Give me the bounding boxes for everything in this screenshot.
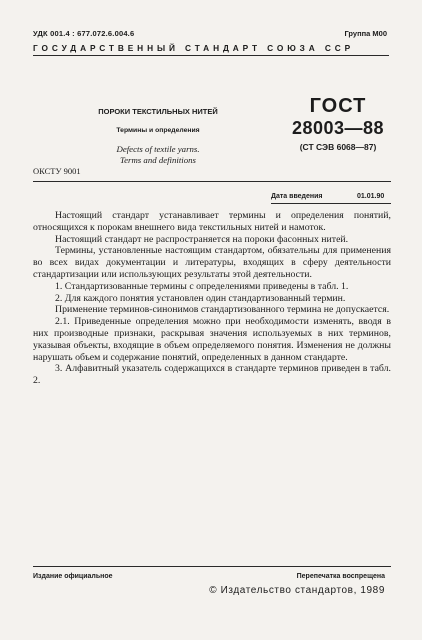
title-block <box>33 107 273 166</box>
cev-reference: (СТ СЭВ 6068—87) <box>299 142 377 152</box>
paragraph: 1. Стандартизованные термины с определениями приведены в табл. 1. <box>55 280 349 292</box>
paragraph: Настоящий стандарт устанавливает термины и определения понятий, относящихся к порокам внешнего вида текстильных нитей и намоток. <box>33 210 391 233</box>
paragraph: 3. Алфавитный указатель содержащихся в стандарте терминов приведен в табл. 2. <box>33 363 391 387</box>
paragraph: Термины, установленные настоящим стандартом, обязательны для применения во всех видах документации и литературы, входящих в сферу деятельности стандартизации или использующих результаты этой деятельности. <box>33 245 391 280</box>
gost-word: ГОСТ <box>309 95 367 117</box>
paragraph: Настоящий стандарт не распространяется на пороки фасонных нитей. <box>55 233 349 245</box>
introduction-underline <box>271 203 391 204</box>
body-text <box>33 210 391 387</box>
header-divider <box>33 55 389 56</box>
standard-number: 28003—88 <box>291 118 385 138</box>
footer-divider <box>33 566 391 567</box>
paragraph: 2. Для каждого понятия установлен один стандартизованный термин. <box>55 292 346 304</box>
introduction-date-value: 01.01.90 <box>357 193 385 200</box>
introduction-date-label: Дата введения <box>271 193 323 200</box>
paragraph: 2.1. Приведенные определения можно при необходимости изменять, вводя в них производные признаки, раскрывая значения используемых в них терминов, указывая объекты, входящие в объем определяемого понятия. Изменения не должны нарушать объем и содержание понятий, определенных в данном стандарте. <box>33 316 391 363</box>
copyright-notice: © Издательство стандартов, 1989 <box>209 585 385 596</box>
okstu-divider <box>33 181 391 182</box>
udk-code: УДК 001.4 : 677.072.6.004.6 <box>33 29 135 38</box>
title-en <box>43 144 273 166</box>
reprint-prohibited-label: Перепечатка воспрещена <box>296 573 385 580</box>
title-en-line1: Defects of textile yarns. <box>116 144 200 154</box>
okstu-code: ОКСТУ 9001 <box>33 166 81 176</box>
official-edition-label: Издание официальное <box>33 573 113 580</box>
standard-designation <box>283 95 393 152</box>
title-ru: ПОРОКИ ТЕКСТИЛЬНЫХ НИТЕЙ <box>98 107 218 116</box>
paragraph: Применение терминов-синонимов стандартизованного термина не допускается. <box>55 304 390 316</box>
subtitle-ru: Термины и определения <box>116 127 200 134</box>
title-en-line2: Terms and definitions <box>120 155 196 165</box>
group-code: Группа М00 <box>344 29 387 38</box>
state-standard-heading: ГОСУДАРСТВЕННЫЙ СТАНДАРТ СОЮЗА ССР <box>33 43 355 53</box>
